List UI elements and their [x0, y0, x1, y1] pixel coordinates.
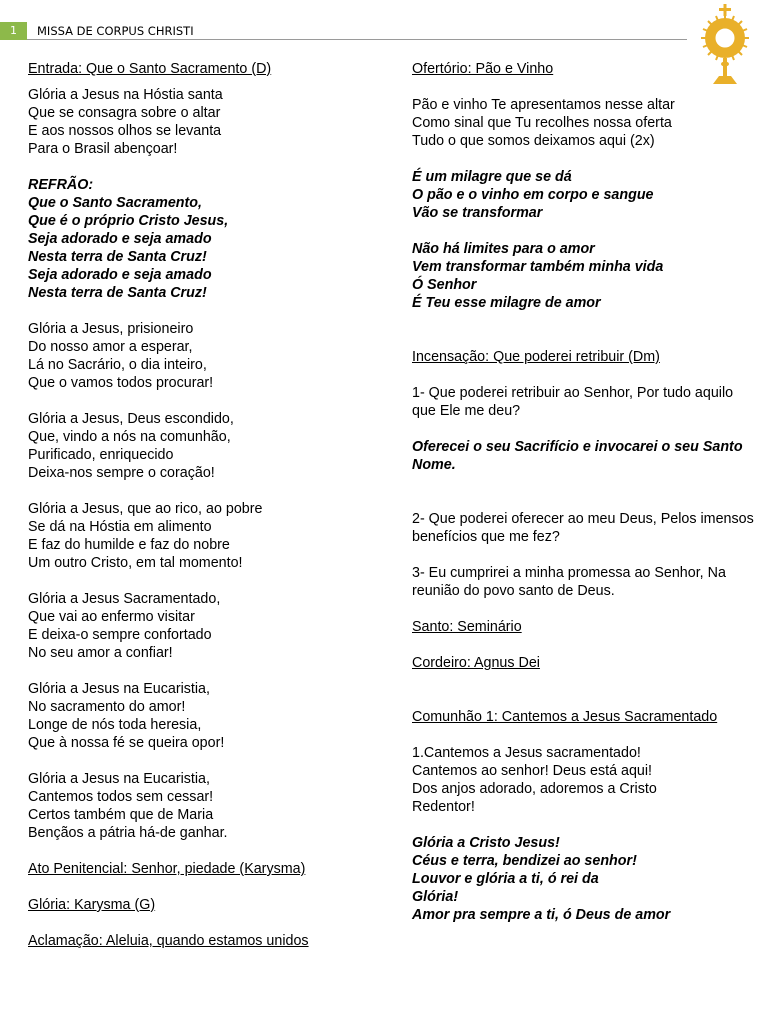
entrada-verse-7: [28, 770, 393, 842]
verse-line: E aos nossos olhos se levanta: [28, 123, 222, 139]
verse-line: Se dá na Hóstia em alimento: [28, 519, 212, 535]
chorus-line: Vão se transformar: [412, 205, 543, 221]
verse-line: Que, vindo a nós na comunhão,: [28, 429, 231, 445]
verse-line: Que à nossa fé se queira opor!: [28, 735, 225, 751]
page-header: [0, 0, 768, 44]
chorus-line: Glória!: [412, 889, 459, 905]
chorus-line: O pão e o vinho em corpo e sangue: [412, 187, 654, 203]
refrao-line: Seja adorado e seja amado: [28, 267, 212, 283]
verse-line: Um outro Cristo, em tal momento!: [28, 555, 243, 571]
incensacao-heading: Incensação: Que poderei retribuir (Dm): [412, 349, 660, 365]
verse-line: No seu amor a confiar!: [28, 645, 173, 661]
chorus-line: Céus e terra, bendizei ao senhor!: [412, 853, 637, 869]
ofertorio-verse: [412, 96, 757, 150]
left-column: [28, 60, 393, 950]
entrada-verse-2: [28, 320, 393, 392]
verse-line: Cantemos todos sem cessar!: [28, 789, 214, 805]
incensacao-verse-2: 2- Que poderei oferecer ao meu Deus, Pelos imensos benefícios que me fez?: [412, 511, 754, 545]
verse-line: Lá no Sacrário, o dia inteiro,: [28, 357, 207, 373]
verse-line: Para o Brasil abençoar!: [28, 141, 178, 157]
verse-line: Purificado, enriquecido: [28, 447, 174, 463]
verse-line: Glória a Jesus, Deus escondido,: [28, 411, 234, 427]
ofertorio-chorus-2: [412, 240, 757, 312]
verse-line: Glória a Jesus Sacramentado,: [28, 591, 221, 607]
refrao-block: [28, 176, 393, 302]
verse-line: Do nosso amor a esperar,: [28, 339, 193, 355]
page-number: 1: [0, 22, 27, 40]
verse-line: 1.Cantemos a Jesus sacramentado!: [412, 745, 641, 761]
header-divider: [27, 39, 687, 40]
verse-line: E deixa-o sempre confortado: [28, 627, 212, 643]
verse-line: Redentor!: [412, 799, 475, 815]
verse-line: Que vai ao enfermo visitar: [28, 609, 195, 625]
verse-line: Como sinal que Tu recolhes nossa oferta: [412, 115, 672, 131]
gloria-heading: Glória: Karysma (G): [28, 897, 156, 913]
verse-line: Glória a Jesus na Hóstia santa: [28, 87, 223, 103]
incensacao-verse-1: 1- Que poderei retribuir ao Senhor, Por tudo aquilo que Ele me deu?: [412, 385, 734, 419]
incensacao-chorus: Oferecei o seu Sacrifício e invocarei o seu Santo Nome.: [412, 439, 743, 473]
refrao-line: Que o Santo Sacramento,: [28, 195, 202, 211]
ofertorio-heading: Ofertório: Pão e Vinho: [412, 61, 554, 77]
chorus-line: Amor pra sempre a ti, ó Deus de amor: [412, 907, 671, 923]
verse-line: Certos também que de Maria: [28, 807, 214, 823]
entrada-verse-5: [28, 590, 393, 662]
entrada-verse-3: [28, 410, 393, 482]
entrada-verse-4: [28, 500, 393, 572]
verse-line: Que se consagra sobre o altar: [28, 105, 221, 121]
santo-heading: Santo: Seminário: [412, 619, 522, 635]
refrao-line: Que é o próprio Cristo Jesus,: [28, 213, 229, 229]
verse-line: Bençãos a pátria há-de ganhar.: [28, 825, 228, 841]
verse-line: Dos anjos adorado, adoremos a Cristo: [412, 781, 657, 797]
verse-line: Deixa-nos sempre o coração!: [28, 465, 215, 481]
ofertorio-chorus-1: [412, 168, 757, 222]
verse-line: Pão e vinho Te apresentamos nesse altar: [412, 97, 675, 113]
refrao-label: REFRÃO:: [28, 177, 94, 193]
entrada-verse-1: [28, 86, 393, 158]
chorus-line: Glória a Cristo Jesus!: [412, 835, 560, 851]
verse-line: Glória a Jesus na Eucaristia,: [28, 771, 210, 787]
verse-line: No sacramento do amor!: [28, 699, 186, 715]
chorus-line: Louvor e glória a ti, ó rei da: [412, 871, 599, 887]
incensacao-verse-3: 3- Eu cumprirei a minha promessa ao Senhor, Na reunião do povo santo de Deus.: [412, 565, 726, 599]
refrao-line: Seja adorado e seja amado: [28, 231, 212, 247]
comunhao-chorus: [412, 834, 757, 924]
verse-line: Glória a Jesus na Eucaristia,: [28, 681, 210, 697]
entrada-verse-6: [28, 680, 393, 752]
aclamacao-heading: Aclamação: Aleluia, quando estamos unidos: [28, 933, 309, 949]
ato-penitencial-heading: Ato Penitencial: Senhor, piedade (Karysma): [28, 861, 306, 877]
refrao-line: Nesta terra de Santa Cruz!: [28, 285, 207, 301]
comunhao-verse: [412, 744, 757, 816]
comunhao-heading: Comunhão 1: Cantemos a Jesus Sacramentado: [412, 709, 718, 725]
chorus-line: Não há limites para o amor: [412, 241, 595, 257]
chorus-line: É Teu esse milagre de amor: [412, 295, 601, 311]
entrada-heading: Entrada: Que o Santo Sacramento (D): [28, 61, 272, 77]
verse-line: Longe de nós toda heresia,: [28, 717, 202, 733]
verse-line: Tudo o que somos deixamos aqui (2x): [412, 133, 655, 149]
verse-line: Glória a Jesus, que ao rico, ao pobre: [28, 501, 263, 517]
chorus-line: É um milagre que se dá: [412, 169, 572, 185]
chorus-line: Vem transformar também minha vida: [412, 259, 664, 275]
verse-line: E faz do humilde e faz do nobre: [28, 537, 230, 553]
verse-line: Cantemos ao senhor! Deus está aqui!: [412, 763, 653, 779]
cordeiro-heading: Cordeiro: Agnus Dei: [412, 655, 540, 671]
verse-line: Que o vamos todos procurar!: [28, 375, 214, 391]
document-title: MISSA DE CORPUS CHRISTI: [37, 24, 194, 38]
chorus-line: Ó Senhor: [412, 277, 477, 293]
verse-line: Glória a Jesus, prisioneiro: [28, 321, 194, 337]
refrao-line: Nesta terra de Santa Cruz!: [28, 249, 207, 265]
right-column: [412, 60, 757, 924]
